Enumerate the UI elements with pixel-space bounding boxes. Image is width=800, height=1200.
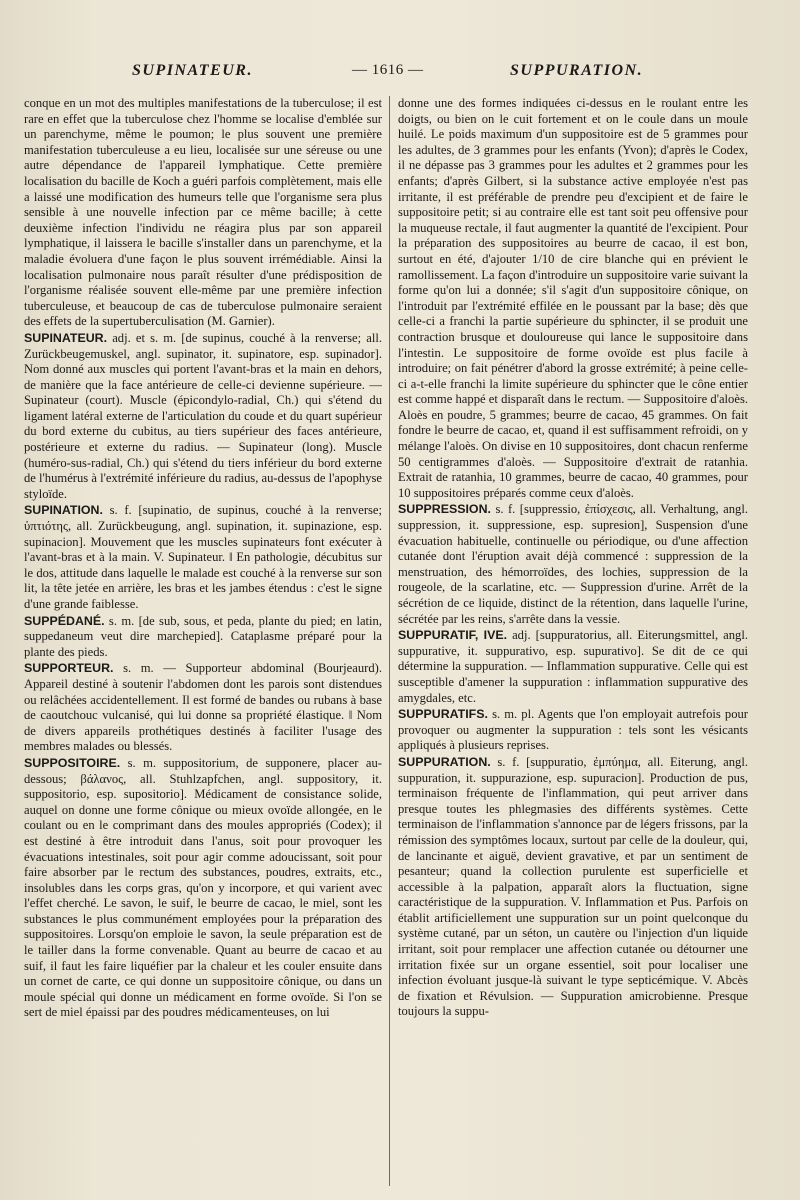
running-header xyxy=(0,62,800,88)
dictionary-entry xyxy=(398,96,748,501)
entry-headword: SUPPURATIFS. xyxy=(398,707,488,722)
entry-headword: SUPPORTEUR. xyxy=(24,661,114,676)
entry-headword: SUPPRESSION. xyxy=(398,502,491,517)
right-column xyxy=(398,96,748,1186)
entry-text: s. m. suppositorium, de supponere, placer au-dessous; βάλανος, all. Stuhlzapfchen, angl. suppository, it. suppositorio, esp. supositorio]. Médicament de consistance solide, auquel on donne une forme cônique ou mieux ovoïde allongée, en le coulant ou en le comprimant dans des moules appropriés (Codex); il est destiné à être introduit dans l'anus, soit pour provoquer les évacuations intestinales, soit pour agir comme adoucissant, soit pour faire absorber par le rectum des substances, poudres, extraits, etc., insolubles dans les corps gras, qu'on y incorpore, et qui varient avec l'effet cherché. Le savon, le suif, le beurre de cacao, le miel, sont les substances le plus communément employées pour la préparation des suppositoires. Lorsqu'on emploie le savon, la seule préparation est de le tailler dans la forme convenable. Quant au beurre de cacao et au suif, il faut les faire liquéfier par la chaleur et les couler ensuite dans un cornet de carte, ce qui donne un suppositoire cônique, ou dans un moule spécial qui donne un médicament en forme ovoïde. Si l'on se sert de miel épaissi par des poudres médicamenteuses, on lui xyxy=(24,755,382,1020)
entry-headword: SUPPOSITOIRE. xyxy=(24,755,121,770)
dictionary-entry xyxy=(24,756,382,1021)
entry-text: conque en un mot des multiples manifestations de la tuberculose; il est rare en effet que la tuberculose chez l'homme se localise d'emblée sur un parenchyme, même le poumon; le plus souvent une première manifestation tuberculeuse a eu lieu, localisée sur une séreuse ou une autre dépendance de l'appareil lymphatique. Cette première localisation du bacille de Koch a guéri parfois complètement, mais elle a laissé une modification des humeurs telle que l'organisme sera plus sensible à une nouvelle infection par ce même bacille; à cette deuxième infection l'individu ne réagira plus par son appareil lymphatique, il laissera le bacille s'installer dans un parenchyme, et la maladie évoluera d'une façon le plus souvent irrémédiable. Ainsi la localisation pulmonaire nous paraît résulter d'une prédisposition de l'organisme réalisée souvent elle-même par une première infection tuberculeuse, et beaucoup de cas de tuberculose pulmonaire seraient des effets de la supertuberculisation (M. Garnier). xyxy=(24,96,382,329)
entry-headword: SUPPURATION. xyxy=(398,754,491,769)
entry-headword: SUPPURATIF, IVE. xyxy=(398,628,508,643)
entry-headword: SUPINATION. xyxy=(24,503,103,518)
entry-text: adj. et s. m. [de supinus, couché à la renverse; all. Zurückbeugemuskel, angl. supinator, it. supinatore, esp. supinador]. Nom donné aux muscles qui portent l'avant-bras et la main en dehors, de manière que la face antérieure de celle-ci devienne supérieure. — Supinateur (court). Muscle (épicondylo-radial, Ch.) qui s'étend du ligament latéral externe de l'articulation du coude et du quart supérieur du bord externe du cubitus, au tiers supérieur des faces antérieure, postérieure et externe du radius. — Supinateur (long). Muscle (huméro-sus-radial, Ch.) qui s'étend du tiers inférieur du bord externe de l'humérus à l'extrémité inférieure du radius, au-dessus de l'apophyse styloïde. xyxy=(24,330,382,501)
header-right-word: SUPPURATION. xyxy=(510,62,644,79)
entry-text: s. m. [de sub, sous, et peda, plante du pied; en latin, suppedaneum veut dire marchepied]. Cataplasme préparé pour la plante des pieds. xyxy=(24,613,382,659)
dictionary-entry xyxy=(398,755,748,1020)
entry-text: s. f. [suppressio, ἐπίσχεσις, all. Verhaltung, angl. suppression, it. suppressione, esp. supresion], Suspension d'une évacuation habituelle, continuelle ou périodique, ou d'une affection cutanée dont l'éruption avait déjà commencé : suppression de la menstruation, des hémorroïdes, des lochies, suppression de la rougeole, de la scarlatine, etc. — Suppression d'urine. Arrêt de la sécrétion de ce liquide, distinct de la rétention, dans laquelle l'urine, sécrétée par les reins, s'arrête dans la vessie. xyxy=(398,502,748,626)
entry-text: s. m. — Supporteur abdominal (Bourjeaurd). Appareil destiné à soutenir l'abdomen dont les parois sont distendues ou relâchées accidentellement. Il est formé de bandes ou rubans à base de caoutchouc vulcanisé, qui lui donne sa propriété élastique. ‖ Nom de divers appareils prothétiques destinés à faciliter l'usage des membres malades ou blessés. xyxy=(24,661,382,754)
left-column xyxy=(24,96,382,1186)
column-divider xyxy=(389,96,390,1186)
dictionary-entry xyxy=(398,707,748,754)
entry-text: s. m. pl. Agents que l'on employait autrefois pour provoquer ou augmenter la suppuration : tels sont les vésicants appliqués à plusieurs reprises. xyxy=(398,707,748,753)
dictionary-entry xyxy=(24,96,382,330)
dictionary-entry xyxy=(24,614,382,661)
dictionary-entry xyxy=(398,502,748,627)
entry-text: s. f. [supinatio, de supinus, couché à la renverse; ὑπτιότης, all. Zurückbeugung, angl. supination, it. supinazione, esp. supinacion]. Mouvement que les muscles supinateurs font exécuter à l'avant-bras et à la main. V. Supinateur. ‖ En pathologie, décubitus sur le dos, attitude dans laquelle le malade est couché à la renverse sur son lit, la tête jetée en arrière, les bras et les jambes étendus : c'est le signe d'une grande faiblesse. xyxy=(24,503,382,611)
header-left-word: SUPINATEUR. xyxy=(132,62,253,79)
dictionary-entry xyxy=(398,628,748,706)
page-number: — 1616 — xyxy=(352,62,424,78)
dictionary-entry xyxy=(24,503,382,612)
entry-headword: SUPINATEUR. xyxy=(24,330,108,345)
dictionary-entry xyxy=(24,661,382,755)
entry-text: adj. [suppuratorius, all. Eiterungsmittel, angl. suppurative, it. suppurativo, esp. supurativo]. Se dit de ce qui détermine la suppuration. — Inflammation suppurative. Celle qui est susceptible d'amener la suppuration : inflammation suppurative des amygdales, etc. xyxy=(398,628,748,705)
entry-text: s. f. [suppuratio, ἐμπύημα, all. Eiterung, angl. suppuration, it. suppurazione, esp. supuracion]. Production de pus, terminaison fréquente de l'inflammation, qui peut arriver dans presque toutes les phlegmasies des différents systèmes. Cette terminaison de l'inflammation s'annonce par de légers frissons, par la rémission des symptômes locaux, surtout par celle de la douleur, qui, de lancinante et aiguë, devient gravative, et par un sentiment de pesanteur; quand la collection purulente est superficielle et accessible à la palpation, apparaît alors la fluctuation, signe caractéristique de la suppuration. V. Inflammation et Pus. Parfois on établit artificiellement une suppuration sur un point quelconque du système cutané, par un séton, un cautère ou l'injection d'un liquide irritant, soit pour remplacer une affection cutanée ou détourner une irritation fixée sur un organe essentiel, soit pour localiser une infection évoluant jusque-là suivant le type septicémique. V. Abcès de fixation et Révulsion. — Suppuration amicrobienne. Presque toujours la suppu- xyxy=(398,754,748,1019)
dictionary-entry xyxy=(24,331,382,503)
entry-text: donne une des formes indiquées ci-dessus en le roulant entre les doigts, ou bien on le cuit fortement et on le coule dans un moule huilé. Le poids maximum d'un suppositoire est de 5 grammes pour les adultes, de 3 grammes pour les enfants (Yvon); d'après le Codex, il ne dépasse pas 3 grammes pour les adultes et 2 grammes pour les enfants; d'après Gilbert, si la substance active employée n'est pas irritante, il est préférable de prendre peu d'excipient et de faire le suppositoire petit; si au contraire elle est tant soit peu offensive pour la muqueuse rectale, il faut augmenter la quantité de l'excipient. Pour la préparation des suppositoires au beurre de cacao, il est bon, surtout en été, d'ajouter 1/10 de cire blanche qui en prévient le ramollissement. La façon d'introduire un suppositoire varie suivant la forme qu'on lui a donnée; s'il s'agit d'un suppositoire cônique, on l'introduit par l'extrémité effilée en le poussant par la base; dès que celle-ci a franchi la partie supérieure du sphincter, il se produit une contraction brusque et douloureuse qui lance le suppositoire dans l'intestin. Le suppositoire de forme ovoïde est plus facile à introduire; on fait pénétrer d'abord la grosse extrémité; à peine celle-ci a-t-elle franchi la limite supérieure du sphincter que le cône entier est comme happé et disparaît dans le rectum. — Suppositoire d'aloès. Aloès en poudre, 5 grammes; beurre de cacao, 45 grammes. On fait fondre le beurre de cacao, et, quand il est suffisamment refroidi, on y mélange l'aloès. On divise en 10 suppositoires, dont chacun renferme 50 centigrammes d'aloès. — Suppositoire d'extrait de ratanhia. Extrait de ratanhia, 10 grammes, beurre de cacao, 40 grammes, pour 10 suppositoires préparés comme ceux d'aloès. xyxy=(398,96,748,500)
entry-headword: SUPPÉDANÉ. xyxy=(24,613,105,628)
